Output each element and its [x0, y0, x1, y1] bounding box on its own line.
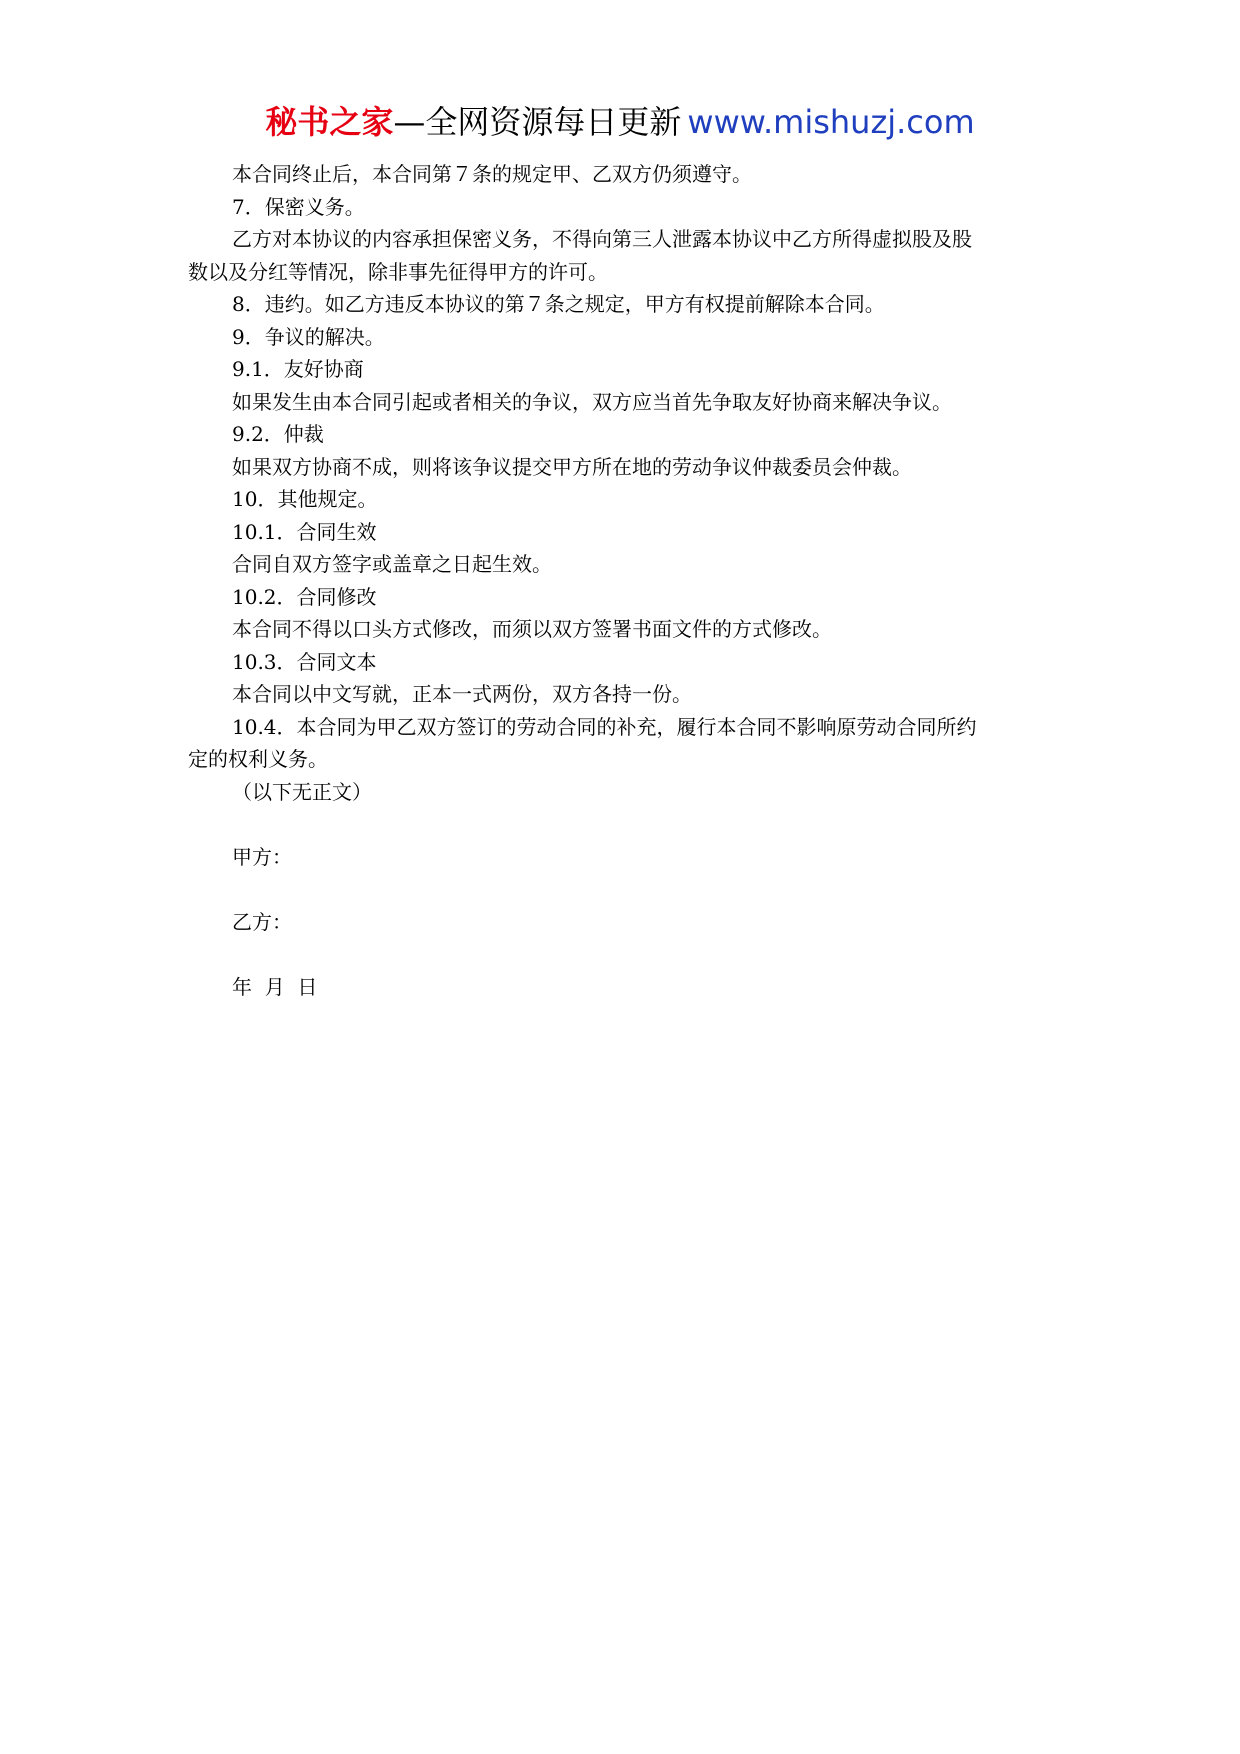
paragraph-line: 本合同终止后，本合同第７条的规定甲、乙双方仍须遵守。: [232, 162, 752, 186]
site-tagline: —全网资源每日更新: [393, 103, 682, 141]
section-heading: 9．争议的解决。: [232, 324, 385, 349]
site-name: 秘书之家: [265, 103, 394, 141]
subsection-heading: 9.1．友好协商: [232, 357, 364, 381]
page-header: [0, 100, 1240, 144]
paragraph-line: 如果双方协商不成，则将该争议提交甲方所在地的劳动争议仲裁委员会仲裁。: [232, 454, 912, 479]
subsection-heading: 9.2．仲裁: [232, 422, 324, 446]
blank-line: [188, 873, 1054, 906]
subsection-heading: 10.2．合同修改: [232, 584, 377, 609]
blank-line: [188, 808, 1054, 841]
section-heading: 8．违约。如乙方违反本协议的第７条之规定，甲方有权提前解除本合同。: [232, 292, 885, 316]
document-body: [188, 158, 1054, 1003]
party-b-signature-label: 乙方：: [232, 909, 292, 934]
paragraph-line: 定的权利义务。: [188, 747, 328, 771]
section-heading: 10．其他规定。: [232, 487, 378, 511]
party-a-signature-label: 甲方：: [232, 844, 292, 869]
subsection-heading: 10.3．合同文本: [232, 649, 377, 674]
signature-date-label: 年 月 日: [232, 974, 318, 999]
paragraph-line: 如果发生由本合同引起或者相关的争议，双方应当首先争取友好协商来解决争议。: [232, 389, 952, 414]
subsection-heading: 10.1．合同生效: [232, 519, 377, 544]
paragraph-line: 数以及分红等情况，除非事先征得甲方的许可。: [188, 259, 608, 284]
paragraph-line: 合同自双方签字或盖章之日起生效。: [232, 552, 552, 576]
paragraph-line: 乙方对本协议的内容承担保密义务，不得向第三人泄露本协议中乙方所得虚拟股及股: [232, 227, 972, 251]
section-heading: 7．保密义务。: [232, 194, 365, 219]
paragraph-line: 本合同不得以口头方式修改，而须以双方签署书面文件的方式修改。: [232, 617, 832, 641]
blank-line: [188, 938, 1054, 971]
end-of-text-note: （以下无正文）: [232, 779, 372, 804]
site-url-link[interactable]: www.mishuzj.com: [687, 103, 975, 141]
paragraph-line: 本合同以中文写就，正本一式两份，双方各持一份。: [232, 682, 692, 706]
paragraph-line: 10.4．本合同为甲乙双方签订的劳动合同的补充，履行本合同不影响原劳动合同所约: [232, 714, 977, 739]
